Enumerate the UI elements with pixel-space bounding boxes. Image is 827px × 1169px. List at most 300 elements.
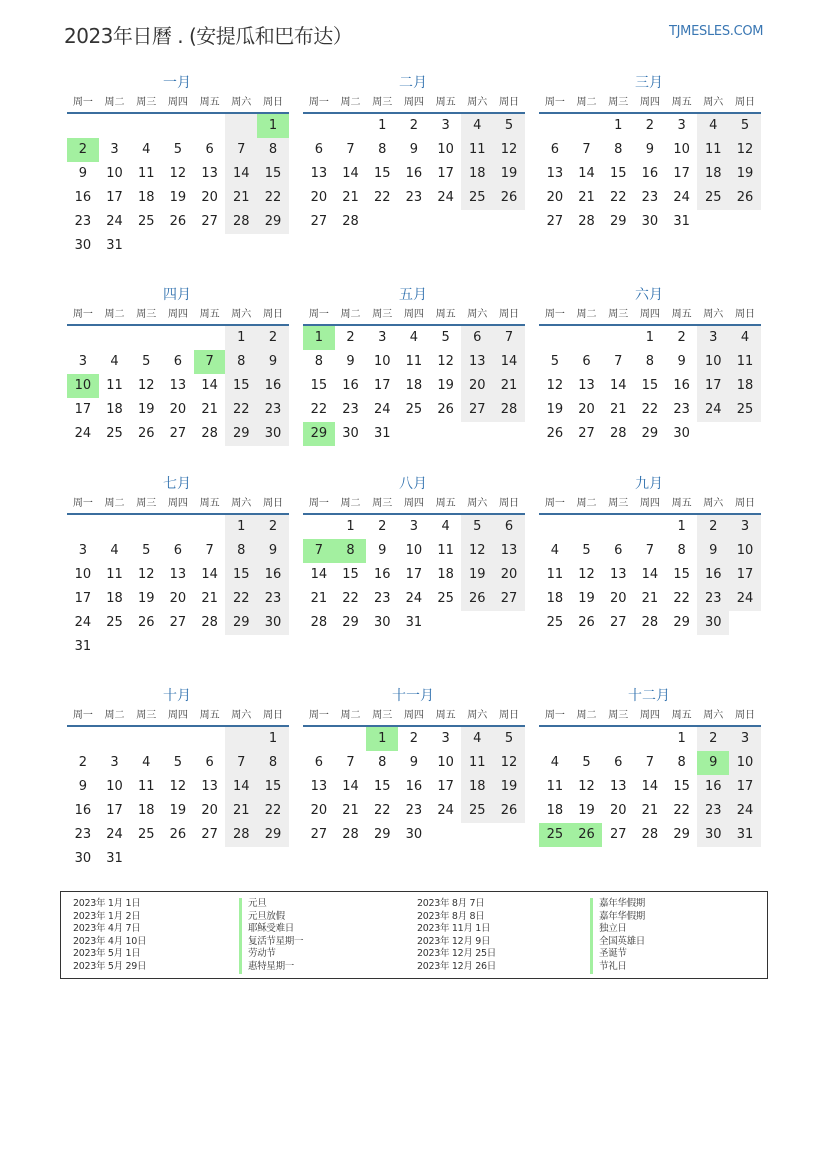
day-cell[interactable]: 29	[225, 422, 257, 446]
day-cell[interactable]: 9	[78, 166, 87, 181]
day-cell[interactable]: 3	[677, 118, 686, 133]
day-cell[interactable]: 19	[137, 402, 155, 417]
day-cell[interactable]: 9	[78, 779, 87, 794]
day-cell[interactable]: 28	[493, 398, 525, 422]
day-cell[interactable]: 28	[310, 615, 328, 630]
day-cell[interactable]: 25	[106, 615, 123, 630]
day-cell[interactable]: 1	[677, 731, 686, 746]
day-cell[interactable]: 6	[205, 755, 214, 770]
day-cell[interactable]: 3	[441, 731, 450, 746]
day-cell[interactable]: 14	[225, 775, 257, 799]
day-cell[interactable]: 26	[461, 587, 493, 611]
day-cell[interactable]: 24	[74, 615, 92, 630]
day-cell[interactable]: 3	[378, 330, 387, 345]
day-cell[interactable]: 13	[609, 779, 627, 794]
day-cell[interactable]: 2	[346, 330, 355, 345]
day-cell[interactable]: 7	[346, 755, 355, 770]
day-cell[interactable]: 10	[673, 142, 690, 157]
day-cell[interactable]: 11	[437, 543, 454, 558]
day-cell[interactable]: 17	[729, 563, 761, 587]
day-cell[interactable]: 7	[645, 543, 655, 558]
day-cell[interactable]: 13	[609, 567, 627, 582]
day-cell[interactable]: 16	[373, 567, 391, 582]
day-cell[interactable]: 26	[729, 186, 761, 210]
day-cell[interactable]: 1	[225, 326, 257, 350]
day-cell[interactable]: 23	[697, 799, 729, 823]
day-cell[interactable]: 16	[74, 803, 92, 818]
day-cell[interactable]: 1	[257, 727, 289, 751]
day-cell[interactable]: 17	[437, 166, 454, 181]
brand-link[interactable]: TJMESLES.COM	[669, 24, 764, 39]
day-cell[interactable]: 19	[493, 162, 525, 186]
day-cell[interactable]: 23	[74, 214, 92, 229]
day-cell[interactable]: 14	[641, 779, 659, 794]
day-cell[interactable]: 15	[673, 779, 690, 794]
day-cell[interactable]: 9	[378, 543, 387, 558]
day-cell[interactable]: 17	[106, 803, 123, 818]
day-cell[interactable]: 30	[373, 615, 391, 630]
day-cell[interactable]: 19	[546, 402, 564, 417]
day-cell[interactable]: 31	[106, 851, 123, 866]
day-cell[interactable]: 30	[257, 611, 289, 635]
day-cell[interactable]: 14	[225, 162, 257, 186]
day-cell[interactable]: 15	[373, 779, 391, 794]
day-cell[interactable]: 19	[437, 378, 454, 393]
day-cell[interactable]: 21	[201, 591, 218, 606]
day-cell[interactable]: 16	[257, 374, 289, 398]
day-cell[interactable]: 3	[697, 326, 729, 350]
day-cell[interactable]: 15	[257, 162, 289, 186]
day-cell[interactable]: 11	[106, 378, 123, 393]
day-cell[interactable]: 31	[673, 214, 690, 229]
day-cell[interactable]: 25	[461, 186, 493, 210]
day-cell[interactable]: 31	[729, 823, 761, 847]
day-cell[interactable]: 4	[142, 755, 151, 770]
day-cell[interactable]: 27	[201, 827, 218, 842]
day-cell[interactable]: 20	[310, 190, 328, 205]
day-cell[interactable]: 5	[142, 354, 151, 369]
day-cell[interactable]: 4	[110, 543, 119, 558]
day-cell[interactable]: 1	[346, 519, 355, 534]
day-cell[interactable]: 21	[609, 402, 627, 417]
day-cell[interactable]: 19	[461, 563, 493, 587]
day-cell[interactable]: 29	[609, 214, 627, 229]
day-cell[interactable]: 27	[578, 426, 595, 441]
day-cell[interactable]: 25	[437, 591, 454, 606]
day-cell[interactable]: 18	[697, 162, 729, 186]
day-cell[interactable]: 10	[373, 354, 391, 369]
day-cell[interactable]: 16	[697, 563, 729, 587]
day-cell[interactable]: 6	[614, 755, 623, 770]
day-cell[interactable]: 20	[201, 803, 218, 818]
day-cell[interactable]: 8	[677, 543, 686, 558]
day-cell[interactable]: 27	[310, 214, 328, 229]
day-cell[interactable]: 22	[310, 402, 328, 417]
day-cell[interactable]: 23	[257, 398, 289, 422]
day-cell[interactable]: 12	[461, 539, 493, 563]
day-cell[interactable]: 18	[546, 803, 564, 818]
day-cell[interactable]: 22	[225, 398, 257, 422]
day-cell[interactable]: 16	[405, 779, 423, 794]
day-cell[interactable]: 13	[546, 166, 564, 181]
day-cell[interactable]: 27	[169, 615, 187, 630]
day-cell[interactable]: 10	[106, 166, 123, 181]
day-cell[interactable]: 3	[441, 118, 450, 133]
day-cell[interactable]: 23	[405, 190, 423, 205]
day-cell[interactable]: 5	[173, 755, 183, 770]
day-cell[interactable]: 15	[673, 567, 690, 582]
day-cell[interactable]: 15	[310, 378, 328, 393]
day-cell[interactable]: 13	[578, 378, 595, 393]
day-cell[interactable]: 11	[546, 567, 564, 582]
day-cell[interactable]: 8	[257, 751, 289, 775]
day-cell[interactable]: 20	[546, 190, 564, 205]
day-cell[interactable]: 24	[729, 799, 761, 823]
day-cell[interactable]: 26	[137, 615, 155, 630]
day-cell[interactable]: 3	[78, 354, 87, 369]
day-cell[interactable]: 25	[729, 398, 761, 422]
day-cell[interactable]: 18	[461, 775, 493, 799]
day-cell[interactable]: 13	[493, 539, 525, 563]
day-cell[interactable]: 8	[378, 755, 387, 770]
day-cell[interactable]: 2	[409, 731, 419, 746]
day-cell[interactable]: 20	[169, 402, 187, 417]
day-cell[interactable]: 14	[342, 166, 359, 181]
day-cell[interactable]: 8	[378, 142, 387, 157]
day-cell[interactable]: 15	[342, 567, 359, 582]
day-cell[interactable]: 3	[110, 142, 119, 157]
day-cell[interactable]: 24	[697, 398, 729, 422]
day-cell[interactable]: 29	[641, 426, 659, 441]
day-cell[interactable]: 18	[106, 402, 123, 417]
day-cell[interactable]: 2	[677, 330, 686, 345]
day-cell[interactable]: 29	[373, 827, 391, 842]
day-cell[interactable]: 8	[225, 350, 257, 374]
day-cell[interactable]: 17	[74, 402, 92, 417]
day-cell[interactable]: 10	[437, 755, 454, 770]
day-cell[interactable]: 18	[106, 591, 123, 606]
day-cell[interactable]: 14	[609, 378, 627, 393]
day-cell[interactable]: 4	[550, 543, 559, 558]
day-cell[interactable]: 9	[409, 142, 419, 157]
day-cell[interactable]: 28	[609, 426, 627, 441]
day-cell[interactable]: 2	[78, 755, 87, 770]
day-cell[interactable]: 4	[461, 727, 493, 751]
day-cell[interactable]: 30	[74, 851, 92, 866]
day-cell[interactable]: 9	[409, 755, 419, 770]
day-cell[interactable]: 20	[461, 374, 493, 398]
day-cell[interactable]: 17	[74, 591, 92, 606]
day-cell[interactable]: 10	[74, 567, 92, 582]
day-cell[interactable]: 16	[342, 378, 359, 393]
day-cell[interactable]: 27	[169, 426, 187, 441]
day-cell[interactable]: 31	[373, 426, 391, 441]
day-cell[interactable]: 29	[342, 615, 359, 630]
day-cell[interactable]: 28	[342, 214, 359, 229]
day-cell[interactable]: 13	[169, 378, 187, 393]
day-cell[interactable]: 11	[697, 138, 729, 162]
day-cell[interactable]: 11	[137, 779, 155, 794]
day-cell[interactable]: 12	[729, 138, 761, 162]
day-cell[interactable]: 31	[74, 639, 92, 654]
day-cell[interactable]: 31	[405, 615, 423, 630]
day-cell[interactable]: 18	[546, 591, 564, 606]
day-cell[interactable]: 30	[74, 238, 92, 253]
day-cell[interactable]: 27	[609, 615, 627, 630]
day-cell[interactable]: 24	[729, 587, 761, 611]
holiday-day[interactable]: 7	[194, 350, 226, 374]
day-cell[interactable]: 2	[697, 515, 729, 539]
day-cell[interactable]: 7	[205, 543, 214, 558]
day-cell[interactable]: 22	[225, 587, 257, 611]
day-cell[interactable]: 26	[546, 426, 564, 441]
day-cell[interactable]: 19	[169, 190, 187, 205]
day-cell[interactable]: 25	[546, 615, 564, 630]
day-cell[interactable]: 28	[342, 827, 359, 842]
day-cell[interactable]: 7	[493, 326, 525, 350]
day-cell[interactable]: 5	[461, 515, 493, 539]
day-cell[interactable]: 21	[342, 803, 359, 818]
day-cell[interactable]: 21	[342, 190, 359, 205]
day-cell[interactable]: 8	[677, 755, 686, 770]
day-cell[interactable]: 11	[546, 779, 564, 794]
day-cell[interactable]: 29	[257, 823, 289, 847]
day-cell[interactable]: 19	[729, 162, 761, 186]
day-cell[interactable]: 1	[677, 519, 686, 534]
day-cell[interactable]: 5	[582, 755, 591, 770]
day-cell[interactable]: 16	[257, 563, 289, 587]
day-cell[interactable]: 23	[373, 591, 391, 606]
day-cell[interactable]: 1	[645, 330, 655, 345]
day-cell[interactable]: 30	[342, 426, 359, 441]
day-cell[interactable]: 2	[409, 118, 419, 133]
day-cell[interactable]: 30	[673, 426, 690, 441]
day-cell[interactable]: 15	[373, 166, 391, 181]
day-cell[interactable]: 9	[257, 539, 289, 563]
day-cell[interactable]: 21	[578, 190, 595, 205]
day-cell[interactable]: 9	[677, 354, 686, 369]
day-cell[interactable]: 8	[257, 138, 289, 162]
day-cell[interactable]: 22	[342, 591, 359, 606]
day-cell[interactable]: 23	[74, 827, 92, 842]
day-cell[interactable]: 23	[342, 402, 359, 417]
day-cell[interactable]: 25	[137, 214, 155, 229]
day-cell[interactable]: 14	[310, 567, 328, 582]
day-cell[interactable]: 9	[257, 350, 289, 374]
day-cell[interactable]: 7	[225, 751, 257, 775]
day-cell[interactable]: 13	[201, 779, 218, 794]
day-cell[interactable]: 22	[257, 799, 289, 823]
day-cell[interactable]: 10	[697, 350, 729, 374]
day-cell[interactable]: 22	[673, 803, 690, 818]
day-cell[interactable]: 23	[641, 190, 659, 205]
day-cell[interactable]: 24	[106, 827, 123, 842]
day-cell[interactable]: 30	[405, 827, 423, 842]
day-cell[interactable]: 6	[461, 326, 493, 350]
day-cell[interactable]: 29	[673, 615, 690, 630]
day-cell[interactable]: 18	[437, 567, 454, 582]
day-cell[interactable]: 6	[550, 142, 559, 157]
day-cell[interactable]: 12	[493, 138, 525, 162]
day-cell[interactable]: 1	[378, 118, 387, 133]
day-cell[interactable]: 27	[201, 214, 218, 229]
day-cell[interactable]: 12	[169, 166, 187, 181]
day-cell[interactable]: 6	[173, 543, 183, 558]
day-cell[interactable]: 12	[493, 751, 525, 775]
day-cell[interactable]: 24	[373, 402, 391, 417]
day-cell[interactable]: 21	[201, 402, 218, 417]
day-cell[interactable]: 3	[110, 755, 119, 770]
day-cell[interactable]: 27	[493, 587, 525, 611]
day-cell[interactable]: 23	[697, 587, 729, 611]
day-cell[interactable]: 4	[697, 114, 729, 138]
day-cell[interactable]: 20	[578, 402, 595, 417]
day-cell[interactable]: 14	[641, 567, 659, 582]
day-cell[interactable]: 21	[493, 374, 525, 398]
day-cell[interactable]: 14	[201, 378, 218, 393]
day-cell[interactable]: 13	[201, 166, 218, 181]
day-cell[interactable]: 25	[461, 799, 493, 823]
day-cell[interactable]: 14	[493, 350, 525, 374]
day-cell[interactable]: 14	[578, 166, 595, 181]
day-cell[interactable]: 25	[697, 186, 729, 210]
day-cell[interactable]: 26	[578, 615, 595, 630]
day-cell[interactable]: 5	[550, 354, 559, 369]
holiday-day[interactable]: 2	[67, 138, 99, 162]
day-cell[interactable]: 28	[641, 615, 659, 630]
day-cell[interactable]: 5	[493, 114, 525, 138]
day-cell[interactable]: 30	[697, 823, 729, 847]
day-cell[interactable]: 23	[257, 587, 289, 611]
day-cell[interactable]: 5	[142, 543, 151, 558]
day-cell[interactable]: 23	[405, 803, 423, 818]
day-cell[interactable]: 5	[173, 142, 183, 157]
day-cell[interactable]: 4	[142, 142, 151, 157]
day-cell[interactable]: 26	[437, 402, 454, 417]
day-cell[interactable]: 8	[614, 142, 623, 157]
day-cell[interactable]: 17	[106, 190, 123, 205]
day-cell[interactable]: 7	[582, 142, 591, 157]
day-cell[interactable]: 29	[257, 210, 289, 234]
day-cell[interactable]: 11	[461, 751, 493, 775]
day-cell[interactable]: 3	[729, 727, 761, 751]
day-cell[interactable]: 10	[106, 779, 123, 794]
holiday-day[interactable]: 1	[257, 114, 289, 138]
day-cell[interactable]: 27	[461, 398, 493, 422]
holiday-day[interactable]: 25	[539, 823, 571, 847]
holiday-day[interactable]: 9	[697, 751, 729, 775]
day-cell[interactable]: 4	[441, 519, 450, 534]
day-cell[interactable]: 17	[373, 378, 391, 393]
day-cell[interactable]: 3	[729, 515, 761, 539]
day-cell[interactable]: 16	[74, 190, 92, 205]
day-cell[interactable]: 20	[201, 190, 218, 205]
day-cell[interactable]: 3	[78, 543, 87, 558]
day-cell[interactable]: 4	[110, 354, 119, 369]
day-cell[interactable]: 27	[609, 827, 627, 842]
day-cell[interactable]: 20	[310, 803, 328, 818]
day-cell[interactable]: 4	[729, 326, 761, 350]
day-cell[interactable]: 24	[437, 190, 454, 205]
day-cell[interactable]: 22	[373, 190, 391, 205]
day-cell[interactable]: 9	[645, 142, 655, 157]
day-cell[interactable]: 26	[493, 799, 525, 823]
day-cell[interactable]: 19	[169, 803, 187, 818]
day-cell[interactable]: 9	[346, 354, 355, 369]
day-cell[interactable]: 10	[405, 543, 423, 558]
day-cell[interactable]: 6	[205, 142, 214, 157]
day-cell[interactable]: 30	[641, 214, 659, 229]
day-cell[interactable]: 11	[106, 567, 123, 582]
holiday-day[interactable]: 7	[303, 539, 335, 563]
day-cell[interactable]: 7	[645, 755, 655, 770]
day-cell[interactable]: 8	[225, 539, 257, 563]
day-cell[interactable]: 25	[137, 827, 155, 842]
day-cell[interactable]: 7	[346, 142, 355, 157]
day-cell[interactable]: 15	[641, 378, 659, 393]
day-cell[interactable]: 6	[314, 142, 323, 157]
day-cell[interactable]: 2	[645, 118, 655, 133]
day-cell[interactable]: 8	[645, 354, 655, 369]
day-cell[interactable]: 15	[609, 166, 627, 181]
day-cell[interactable]: 26	[169, 827, 187, 842]
day-cell[interactable]: 16	[641, 166, 659, 181]
day-cell[interactable]: 18	[461, 162, 493, 186]
holiday-day[interactable]: 1	[366, 727, 398, 751]
day-cell[interactable]: 16	[697, 775, 729, 799]
day-cell[interactable]: 28	[201, 615, 218, 630]
day-cell[interactable]: 12	[546, 378, 564, 393]
day-cell[interactable]: 4	[409, 330, 419, 345]
day-cell[interactable]: 19	[578, 591, 595, 606]
day-cell[interactable]: 17	[673, 166, 690, 181]
day-cell[interactable]: 19	[578, 803, 595, 818]
day-cell[interactable]: 21	[641, 591, 659, 606]
day-cell[interactable]: 13	[461, 350, 493, 374]
day-cell[interactable]: 27	[310, 827, 328, 842]
day-cell[interactable]: 12	[169, 779, 187, 794]
day-cell[interactable]: 5	[493, 727, 525, 751]
day-cell[interactable]: 6	[314, 755, 323, 770]
day-cell[interactable]: 7	[614, 354, 623, 369]
day-cell[interactable]: 2	[697, 727, 729, 751]
day-cell[interactable]: 20	[169, 591, 187, 606]
day-cell[interactable]: 27	[546, 214, 564, 229]
day-cell[interactable]: 9	[697, 539, 729, 563]
day-cell[interactable]: 21	[225, 186, 257, 210]
day-cell[interactable]: 22	[257, 186, 289, 210]
day-cell[interactable]: 5	[582, 543, 591, 558]
day-cell[interactable]: 12	[437, 354, 454, 369]
day-cell[interactable]: 10	[729, 751, 761, 775]
day-cell[interactable]: 13	[310, 166, 328, 181]
day-cell[interactable]: 20	[609, 591, 627, 606]
day-cell[interactable]: 20	[493, 563, 525, 587]
day-cell[interactable]: 13	[310, 779, 328, 794]
day-cell[interactable]: 22	[373, 803, 391, 818]
day-cell[interactable]: 28	[578, 214, 595, 229]
day-cell[interactable]: 18	[137, 190, 155, 205]
day-cell[interactable]: 10	[437, 142, 454, 157]
day-cell[interactable]: 16	[405, 166, 423, 181]
day-cell[interactable]: 3	[409, 519, 419, 534]
day-cell[interactable]: 26	[137, 426, 155, 441]
holiday-day[interactable]: 8	[335, 539, 367, 563]
day-cell[interactable]: 20	[609, 803, 627, 818]
day-cell[interactable]: 2	[257, 515, 289, 539]
day-cell[interactable]: 16	[673, 378, 690, 393]
day-cell[interactable]: 30	[697, 611, 729, 635]
